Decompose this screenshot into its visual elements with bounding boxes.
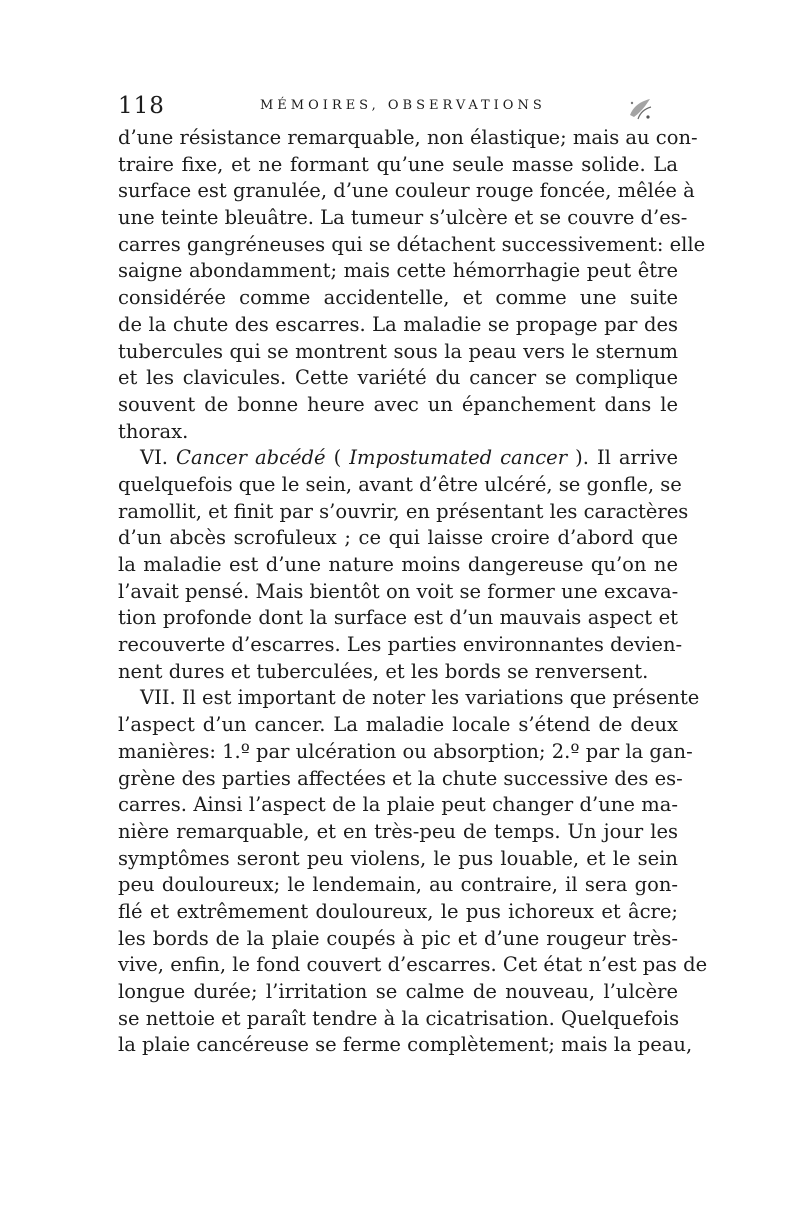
text-line: d’un abcès scrofuleux ; ce qui laisse croire d’abord que <box>118 526 678 550</box>
section-seven-heading-line <box>118 685 700 712</box>
text-line: carres. Ainsi l’aspect de la plaie peut changer d’une ma- <box>118 793 678 817</box>
text-line: carres gangréneuses qui se détachent successivement: elle <box>118 232 706 256</box>
section-title-en: Impostumated cancer <box>349 446 568 470</box>
text-line: tion profonde dont la surface est d’un mauvais aspect et <box>118 606 678 630</box>
section-six-heading-line: VI. Cancer abcédé ( Impostumated cancer ). Il arrive <box>140 446 678 470</box>
text-line: quelquefois que le sein, avant d’être ulcéré, se gonfle, se <box>118 472 682 496</box>
running-title: MÉMOIRES, OBSERVATIONS <box>260 98 546 113</box>
text-line: symptômes seront peu violens, le pus louable, et le sein <box>118 846 678 870</box>
text-line: et les clavicules. Cette variété du cancer se complique <box>118 366 678 390</box>
ornament-icon <box>624 95 654 123</box>
text-line: vive, enfin, le fond couvert d’escarres. Cet état n’est pas de <box>118 953 708 977</box>
text-line: l’avait pensé. Mais bientôt on voit se former une excava- <box>118 579 679 603</box>
section-first-line-rest: ). Il arrive <box>575 446 678 470</box>
section-title-fr: Cancer abcédé <box>176 446 326 470</box>
running-head <box>118 93 678 123</box>
text-line: ramollit, et finit par s’ouvrir, en présentant les caractères <box>118 499 689 523</box>
text-line: tubercules qui se montrent sous la peau vers le sternum <box>118 339 678 363</box>
page-number: 118 <box>118 93 165 119</box>
text-line: nière remarquable, et en très-peu de temps. Un jour les <box>118 819 678 843</box>
text-line: manières: 1.º par ulcération ou absorption; 2.º par la gan- <box>118 739 693 763</box>
text-line: recouverte d’escarres. Les parties environnantes devien- <box>118 633 683 657</box>
text-line: nent dures et tuberculées, et les bords se renversent. <box>118 659 649 683</box>
section-first-line-rest: Il est important de noter les variations que présente <box>181 686 700 710</box>
text-line: longue durée; l’irritation se calme de nouveau, l’ulcère <box>118 980 678 1003</box>
text-line: les bords de la plaie coupés à pic et d’une rougeur très- <box>118 926 678 950</box>
section-number: VI. <box>140 446 168 470</box>
text-line: la maladie est d’une nature moins dangereuse qu’on ne <box>118 553 678 576</box>
text-line: traire fixe, et ne formant qu’une seule masse solide. La <box>118 152 678 176</box>
text-line: surface est granulée, d’une couleur rouge foncée, mêlée à <box>118 179 695 203</box>
text-line: de la chute des escarres. La maladie se propage par des <box>118 312 678 336</box>
text-line: la plaie cancéreuse se ferme complètement; mais la peau, <box>118 1033 693 1057</box>
text-line: thorax. <box>118 419 189 443</box>
text-line: se nettoie et paraît tendre à la cicatrisation. Quelquefois <box>118 1006 680 1030</box>
text-line: souvent de bonne heure avec un épanchement dans le <box>118 392 678 416</box>
text-line: considérée comme accidentelle, et comme une suite <box>118 286 678 310</box>
body-text <box>118 125 708 1059</box>
text-line: grène des parties affectées et la chute successive des es- <box>118 766 683 790</box>
text-line: d’une résistance remarquable, non élastique; mais au con- <box>118 126 698 149</box>
section-number: VII. <box>140 686 176 710</box>
text-line: une teinte bleuâtre. La tumeur s’ulcère et se couvre d’es- <box>118 206 688 230</box>
text-line: flé et extrêmement douloureux, le pus ichoreux et âcre; <box>118 899 678 923</box>
text-line: peu douloureux; le lendemain, au contraire, il sera gon- <box>118 873 678 897</box>
text-line: l’aspect d’un cancer. La maladie locale s’étend de deux <box>118 713 678 737</box>
text-line: saigne abondamment; mais cette hémorrhagie peut être <box>118 259 678 283</box>
